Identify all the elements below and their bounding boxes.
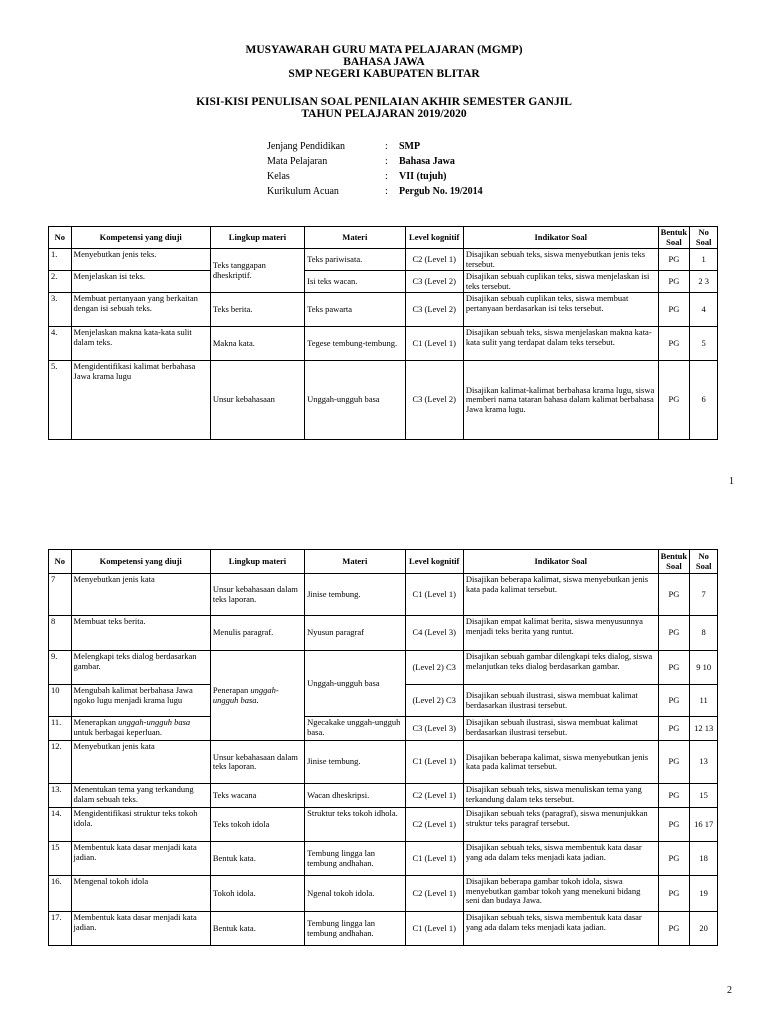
- kisi-kisi-table-1: [48, 226, 718, 440]
- cell-materi: Tegese tembung-tembung.: [305, 327, 405, 361]
- cell-kompetensi: [71, 717, 210, 741]
- cell-kompetensi: Menjelaskan isi teks.: [71, 271, 210, 293]
- cell-indikator: Disajikan kalimat-kalimat berbahasa krama lugu, siswa memberi nama tataran bahasa dalam kalimat berbahasa Jawa krama lugu.: [463, 361, 658, 440]
- cell-bentuk: PG: [658, 784, 690, 808]
- cell-lingkup: Bentuk kata.: [210, 912, 304, 946]
- cell-no: 13.: [49, 784, 72, 808]
- col-level: Level kognitif: [405, 227, 463, 249]
- cell-indikator: Disajikan sebuah ilustrasi, siswa membuat kalimat berdasarkan ilustrasi tersebut.: [463, 685, 658, 717]
- cell-bentuk: PG: [658, 271, 690, 293]
- cell-nosoal: 16 17: [690, 808, 718, 842]
- cell-bentuk: PG: [658, 249, 690, 271]
- cell-materi: Jinise tembung.: [305, 741, 405, 784]
- cell-level: C2 (Level 1): [405, 808, 463, 842]
- meta-colon: :: [385, 141, 388, 152]
- cell-kompetensi: Membentuk kata dasar menjadi kata jadian.: [71, 842, 210, 876]
- cell-nosoal: 19: [690, 876, 718, 912]
- cell-materi: Isi teks wacan.: [305, 271, 405, 293]
- col-materi: Materi: [305, 550, 405, 574]
- komp-text: untuk berbagai keperluan.: [73, 726, 163, 737]
- cell-lingkup: Teks tokoh idola: [210, 808, 304, 842]
- kisi-kisi-table-2: [48, 549, 718, 946]
- cell-materi: Teks pariwisata.: [305, 249, 405, 271]
- cell-lingkup: Makna kata.: [210, 327, 304, 361]
- cell-level: C2 (Level 1): [405, 876, 463, 912]
- header-line-2: BAHASA JAWA: [343, 56, 425, 68]
- page-1: [0, 0, 768, 500]
- cell-level: C1 (Level 1): [405, 327, 463, 361]
- cell-kompetensi: Menyebutkan jenis teks.: [71, 249, 210, 271]
- cell-no: 2.: [49, 271, 72, 293]
- cell-indikator: Disajikan sebuah gambar dilengkapi teks dialog, siswa melanjutkan teks dialog berdasarkan gambar.: [463, 651, 658, 685]
- meta-colon: :: [385, 156, 388, 167]
- cell-level: C1 (Level 1): [405, 741, 463, 784]
- col-indikator: Indikator Soal: [463, 227, 658, 249]
- cell-materi: Teks pawarta: [305, 293, 405, 327]
- cell-no: 7: [49, 574, 72, 616]
- table-row: [49, 717, 718, 741]
- cell-lingkup: Unsur kebahasaan dalam teks laporan.: [210, 741, 304, 784]
- page-number: 1: [729, 476, 734, 487]
- cell-indikator: Disajikan sebuah teks, siswa membentuk kata dasar yang ada dalam teks menjadi kata jadian.: [463, 842, 658, 876]
- col-nosoal: No Soal: [690, 550, 718, 574]
- cell-indikator: Disajikan sebuah teks, siswa menjelaskan makna kata-kata sulit yang terdapat dalam teks tersebut.: [463, 327, 658, 361]
- table-row: [49, 876, 718, 912]
- cell-level: C1 (Level 1): [405, 574, 463, 616]
- cell-nosoal: 5: [690, 327, 718, 361]
- cell-bentuk: PG: [658, 876, 690, 912]
- cell-kompetensi: Mengidentifikasi kalimat berbahasa Jawa krama lugu: [71, 361, 210, 440]
- cell-lingkup: Teks tanggapan dheskriptif.: [210, 249, 304, 293]
- cell-bentuk: PG: [658, 912, 690, 946]
- cell-level: C3 (Level 3): [405, 717, 463, 741]
- cell-kompetensi: Mengenal tokoh idola: [71, 876, 210, 912]
- cell-nosoal: 7: [690, 574, 718, 616]
- cell-materi: Ngecakake unggah-ungguh basa.: [305, 717, 405, 741]
- cell-bentuk: PG: [658, 808, 690, 842]
- header-line-1: MUSYAWARAH GURU MATA PELAJARAN (MGMP): [245, 44, 523, 56]
- meta-key: Jenjang Pendidikan: [267, 141, 346, 152]
- table-row: [49, 912, 718, 946]
- document-title: [0, 96, 768, 120]
- cell-no: 15: [49, 842, 72, 876]
- cell-lingkup: Bentuk kata.: [210, 842, 304, 876]
- cell-lingkup: Unsur kebahasaan dalam teks laporan.: [210, 574, 304, 616]
- komp-text: Menerapkan: [73, 717, 117, 727]
- institution-header: [0, 44, 768, 80]
- cell-kompetensi: Mengubah kalimat berbahasa Jawa ngoko lugu menjadi krama lugu: [71, 685, 210, 717]
- page-number: 2: [727, 985, 732, 996]
- cell-materi: Wacan dheskripsi.: [305, 784, 405, 808]
- cell-nosoal: 18: [690, 842, 718, 876]
- cell-indikator: Disajikan sebuah teks (paragraf), siswa menunjukkan struktur teks paragraf tersebut.: [463, 808, 658, 842]
- cell-no: 5.: [49, 361, 72, 440]
- col-bentuk: Bentuk Soal: [658, 227, 690, 249]
- cell-nosoal: 9 10: [690, 651, 718, 685]
- meta-key: Kelas: [267, 171, 290, 182]
- cell-level: C1 (Level 1): [405, 842, 463, 876]
- cell-nosoal: 20: [690, 912, 718, 946]
- cell-kompetensi: Melengkapi teks dialog berdasarkan gambar.: [71, 651, 210, 685]
- title-line-1: KISI-KISI PENULISAN SOAL PENILAIAN AKHIR SEMESTER GANJIL: [196, 96, 572, 108]
- cell-bentuk: PG: [658, 361, 690, 440]
- cell-kompetensi: Membuat pertanyaan yang berkaitan dengan isi sebuah teks.: [71, 293, 210, 327]
- cell-level: C3 (Level 2): [405, 361, 463, 440]
- cell-materi: Unggah-ungguh basa: [305, 361, 405, 440]
- cell-no: 10: [49, 685, 72, 717]
- meta-row: [267, 154, 483, 169]
- table-row: [49, 271, 718, 293]
- cell-nosoal: 8: [690, 616, 718, 651]
- cell-indikator: Disajikan sebuah cuplikan teks, siswa menjelaskan isi teks tersebut.: [463, 271, 658, 293]
- cell-no: 17.: [49, 912, 72, 946]
- cell-lingkup: Teks berita.: [210, 293, 304, 327]
- col-nosoal: No Soal: [690, 227, 718, 249]
- cell-no: 1.: [49, 249, 72, 271]
- cell-materi: Struktur teks tokoh idhola.: [305, 808, 405, 842]
- cell-kompetensi: Menyebutkan jenis kata: [71, 741, 210, 784]
- cell-lingkup: Teks wacana: [210, 784, 304, 808]
- cell-bentuk: PG: [658, 574, 690, 616]
- cell-nosoal: 11: [690, 685, 718, 717]
- table-row: [49, 741, 718, 784]
- cell-level: (Level 2) C3: [405, 685, 463, 717]
- cell-kompetensi: Membentuk kata dasar menjadi kata jadian.: [71, 912, 210, 946]
- cell-kompetensi: Mengidentifikasi struktur teks tokoh idola.: [71, 808, 210, 842]
- col-level: Level kognitif: [405, 550, 463, 574]
- table-row: [49, 651, 718, 685]
- cell-no: 16.: [49, 876, 72, 912]
- cell-level: C2 (Level 1): [405, 249, 463, 271]
- meta-key: Kurikulum Acuan: [267, 186, 339, 197]
- page-2: [0, 500, 768, 1024]
- cell-no: 8: [49, 616, 72, 651]
- meta-key: Mata Pelajaran: [267, 156, 328, 167]
- cell-nosoal: 2 3: [690, 271, 718, 293]
- col-no: No: [49, 227, 72, 249]
- col-kompetensi: Kompetensi yang diuji: [71, 227, 210, 249]
- cell-no: 3.: [49, 293, 72, 327]
- col-materi: Materi: [305, 227, 405, 249]
- cell-bentuk: PG: [658, 842, 690, 876]
- cell-bentuk: PG: [658, 651, 690, 685]
- cell-materi: Ngenal tokoh idola.: [305, 876, 405, 912]
- cell-kompetensi: Menentukan tema yang terkandung dalam sebuah teks.: [71, 784, 210, 808]
- cell-indikator: Disajikan beberapa kalimat, siswa menyebutkan jenis kata pada kalimat tersebut.: [463, 741, 658, 784]
- cell-nosoal: 4: [690, 293, 718, 327]
- table-header-row: [49, 227, 718, 249]
- cell-kompetensi: Menyebutkan jenis kata: [71, 574, 210, 616]
- cell-indikator: Disajikan beberapa gambar tokoh idola, siswa menyebutkan gambar tokoh yang menekuni bidang seni dan budaya Jawa.: [463, 876, 658, 912]
- cell-level: C1 (Level 1): [405, 912, 463, 946]
- cell-indikator: Disajikan sebuah cuplikan teks, siswa membuat pertanyaan berdasarkan isi teks tersebut.: [463, 293, 658, 327]
- meta-row: [267, 169, 483, 184]
- table-row: [49, 842, 718, 876]
- table-row: [49, 293, 718, 327]
- meta-colon: :: [385, 171, 388, 182]
- lingkup-italic: unggah-ungguh basa.: [212, 685, 279, 705]
- table-row: [49, 808, 718, 842]
- col-lingkup: Lingkup materi: [210, 227, 304, 249]
- meta-value: Pergub No. 19/2014: [399, 186, 483, 197]
- col-bentuk: Bentuk Soal: [658, 550, 690, 574]
- lingkup-text: Penerapan: [212, 685, 249, 695]
- cell-nosoal: 13: [690, 741, 718, 784]
- table-row: [49, 361, 718, 440]
- meta-row: [267, 184, 483, 199]
- cell-indikator: Disajikan beberapa kalimat, siswa menyebutkan jenis kata pada kalimat tersebut.: [463, 574, 658, 616]
- cell-bentuk: PG: [658, 327, 690, 361]
- cell-materi: Nyusun paragraf: [305, 616, 405, 651]
- cell-lingkup: [210, 651, 304, 741]
- cell-materi: Jinise tembung.: [305, 574, 405, 616]
- cell-nosoal: 15: [690, 784, 718, 808]
- col-no: No: [49, 550, 72, 574]
- cell-no: 14.: [49, 808, 72, 842]
- cell-indikator: Disajikan sebuah teks, siswa membentuk kata dasar yang ada dalam teks menjadi kata jadian.: [463, 912, 658, 946]
- cell-bentuk: PG: [658, 741, 690, 784]
- cell-materi: Tembung lingga lan tembung andhahan.: [305, 912, 405, 946]
- cell-bentuk: PG: [658, 717, 690, 741]
- cell-level: C3 (Level 2): [405, 293, 463, 327]
- col-indikator: Indikator Soal: [463, 550, 658, 574]
- cell-bentuk: PG: [658, 293, 690, 327]
- col-lingkup: Lingkup materi: [210, 550, 304, 574]
- komp-italic: unggah-ungguh basa: [118, 717, 191, 727]
- cell-no: 11.: [49, 717, 72, 741]
- cell-nosoal: 6: [690, 361, 718, 440]
- cell-no: 12.: [49, 741, 72, 784]
- cell-indikator: Disajikan sebuah teks, siswa menuliskan tema yang terkandung dalam teks tersebut.: [463, 784, 658, 808]
- cell-level: C4 (Level 3): [405, 616, 463, 651]
- cell-indikator: Disajikan sebuah ilustrasi, siswa membuat kalimat berdasarkan ilustrasi tersebut.: [463, 717, 658, 741]
- meta-value: VII (tujuh): [399, 171, 447, 182]
- table-row: [49, 249, 718, 271]
- cell-materi: Tembung lingga lan tembung andhahan.: [305, 842, 405, 876]
- meta-value: SMP: [399, 141, 421, 152]
- cell-no: 9.: [49, 651, 72, 685]
- meta-row: [267, 139, 483, 154]
- cell-no: 4.: [49, 327, 72, 361]
- cell-bentuk: PG: [658, 685, 690, 717]
- table-row: [49, 327, 718, 361]
- cell-kompetensi: Menjelaskan makna kata-kata sulit dalam teks.: [71, 327, 210, 361]
- meta-value: Bahasa Jawa: [399, 156, 455, 167]
- cell-lingkup: Tokoh idola.: [210, 876, 304, 912]
- cell-level: (Level 2) C3: [405, 651, 463, 685]
- cell-nosoal: 1: [690, 249, 718, 271]
- cell-nosoal: 12 13: [690, 717, 718, 741]
- table-row: [49, 616, 718, 651]
- cell-indikator: Disajikan sebuah teks, siswa menyebutkan jenis teks tersebut.: [463, 249, 658, 271]
- cell-bentuk: PG: [658, 616, 690, 651]
- cell-level: C3 (Level 2): [405, 271, 463, 293]
- cell-lingkup: Menulis paragraf.: [210, 616, 304, 651]
- cell-materi: Unggah-ungguh basa: [305, 651, 405, 717]
- meta-colon: :: [385, 186, 388, 197]
- meta-info: [267, 139, 483, 199]
- col-kompetensi: Kompetensi yang diuji: [71, 550, 210, 574]
- table-row: [49, 574, 718, 616]
- cell-level: C2 (Level 1): [405, 784, 463, 808]
- title-line-2: TAHUN PELAJARAN 2019/2020: [301, 108, 467, 120]
- table-header-row: [49, 550, 718, 574]
- cell-indikator: Disajikan empat kalimat berita, siswa menyusunnya menjadi teks berita yang runtut.: [463, 616, 658, 651]
- cell-kompetensi: Membuat teks berita.: [71, 616, 210, 651]
- header-line-3: SMP NEGERI KABUPATEN BLITAR: [288, 68, 480, 80]
- cell-lingkup: Unsur kebahasaan: [210, 361, 304, 440]
- table-row: [49, 784, 718, 808]
